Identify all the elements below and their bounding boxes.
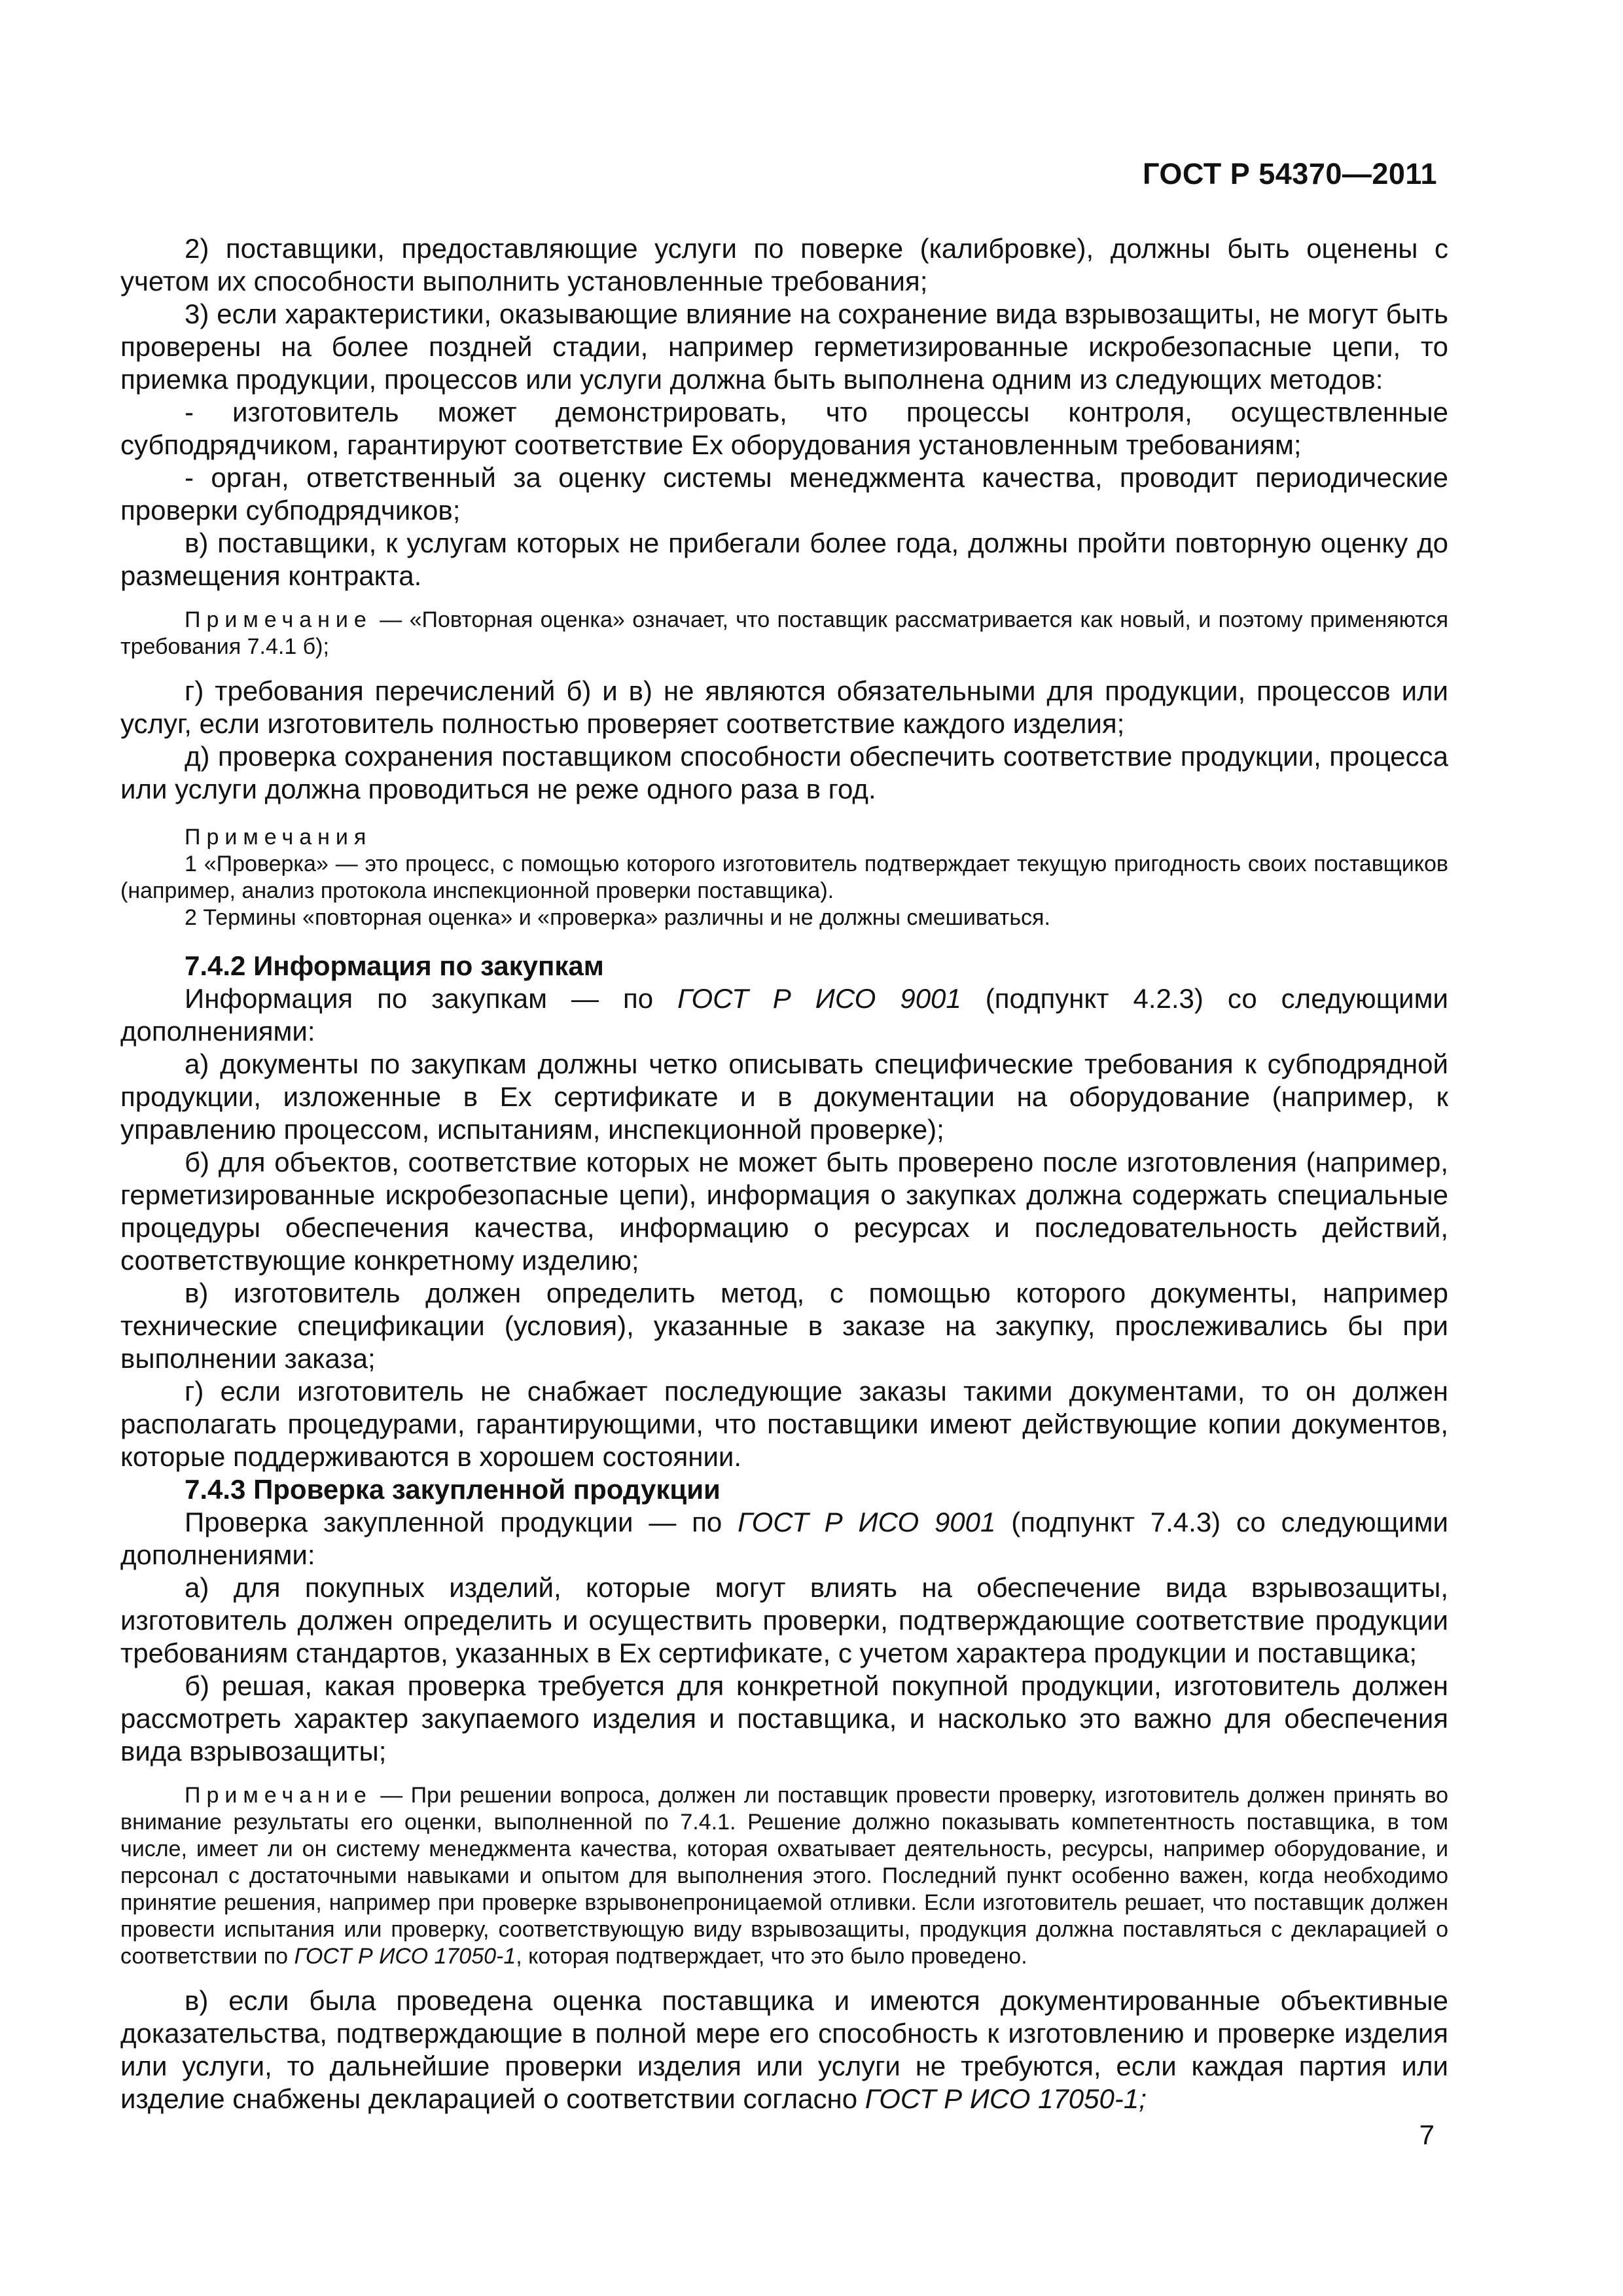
- paragraph-item-2: 2) поставщики, предоставляющие услуги по поверке (калибровке), должны быть оценены с учетом их способности выполнить установленные требования;: [120, 233, 1448, 296]
- note-text: — «Повторная оценка» означает, что поставщик рассматривается как новый, и поэтому применяются требования 7.4.1 б);: [120, 607, 1448, 659]
- paragraph-item-a2: а) для покупных изделий, которые могут влиять на обеспечение вида взрывозащиты, изготовитель должен определить и осуществить проверки, подтверждающие соответствие продукции требованиям стандартов, указанных в Ex сертификате, с учетом характера продукции и поставщика;: [120, 1572, 1448, 1668]
- paragraph-item-d: д) проверка сохранения поставщиком способности обеспечить соответствие продукции, процесса или услуги должна проводиться не реже одного раза в год.: [120, 741, 1448, 804]
- note-repeat-assessment: [120, 607, 1448, 660]
- standard-reference: ГОСТ Р ИСО 9001: [738, 1507, 996, 1537]
- paragraph-item-v3: [120, 1984, 1448, 2115]
- paragraph-item-b: б) для объектов, соответствие которых не может быть проверено после изготовления (например, герметизированные искробезопасные цепи), информация о закупках должна содержать специальные процедуры обеспечения качества, информацию о ресурсах и последовательность действий, соответствующие конкретному изделию;: [120, 1147, 1448, 1276]
- text-span: , которая подтверждает, что это было проведено.: [516, 1944, 1027, 1969]
- text-span: Проверка закупленной продукции — по: [185, 1507, 738, 1537]
- standard-reference: ГОСТ Р ИСО 17050-1;: [865, 2083, 1147, 2114]
- note-label: Примечание: [185, 1783, 372, 1808]
- paragraph-item-b2: б) решая, какая проверка требуется для конкретной покупной продукции, изготовитель должен рассмотреть характер закупаемого изделия и поставщика, и насколько это важно для обеспечения вида взрывозащиты;: [120, 1670, 1448, 1767]
- page-number: 7: [1419, 2119, 1435, 2150]
- paragraph-product-check: [120, 1506, 1448, 1571]
- page-body: [120, 232, 1448, 2115]
- document-code-header: ГОСТ Р 54370—2011: [1142, 157, 1437, 190]
- text-span: — При решении вопроса, должен ли поставщик провести проверку, изготовитель должен принять во внимание результаты его оценки, выполненной по 7.4.1. Решение должно показывать компетентность поставщика, в том числе, имеет ли он систему менеджмента качества, которая охватывает деятельность, ресурсы, например оборудование, и персонал с достаточными навыками и опытом для выполнения этого. Последний пункт особенно важен, когда необходимо принятие решения, например при проверке взрывонепроницаемой отливки. Если изготовитель решает, что поставщик должен провести испытания или проверку, соответствующую виду взрывозащиты, продукция должна поставляться с декларацией о соответствии по: [120, 1783, 1448, 1969]
- text-span: (подпункт 4.2.3) со следующими дополнениями:: [120, 983, 1448, 1047]
- note-2: 2 Термины «повторная оценка» и «проверка» различны и не должны смешиваться.: [185, 905, 1050, 930]
- standard-reference: ГОСТ Р ИСО 17050-1: [294, 1944, 516, 1969]
- notes-label: Примечания: [185, 825, 372, 850]
- paragraph-purchase-info: [120, 982, 1448, 1048]
- paragraph-item-g: г) требования перечислений б) и в) не являются обязательными для продукции, процессов или услуг, если изготовитель полностью проверяет соответствие каждого изделия;: [120, 675, 1448, 739]
- text-span: в) если была проведена оценка поставщика и имеются документированные объективные доказательства, подтверждающие в полной мере его способность к изготовлению и проверке изделия или услуги, то дальнейшие проверки изделия или услуги не требуются, если каждая партия или изделие снабжены декларацией о соответствии согласно: [120, 1985, 1448, 2114]
- paragraph-item-3: 3) если характеристики, оказывающие влияние на сохранение вида взрывозащиты, не могут быть проверены на более поздней стадии, например герметизированные искробезопасные цепи, то приемка продукции, процессов или услуги должна быть выполнена одним из следующих методов:: [120, 298, 1448, 395]
- paragraph-dash-2: - орган, ответственный за оценку системы менеджмента качества, проводит периодические проверки субподрядчиков;: [120, 462, 1448, 526]
- notes-heading: [120, 824, 1448, 851]
- paragraph-item-v2: в) изготовитель должен определить метод, с помощью которого документы, например технические спецификации (условия), указанные в заказе на закупку, прослеживались бы при выполнении заказа;: [120, 1278, 1448, 1374]
- text-span: (подпункт 7.4.3) со следующими дополнениями:: [120, 1507, 1448, 1570]
- paragraph-dash-1: - изготовитель может демонстрировать, что процессы контроля, осуществленные субподрядчиком, гарантируют соответствие Ex оборудования установленным требованиям;: [120, 397, 1448, 460]
- paragraph-item-a: а) документы по закупкам должны четко описывать специфические требования к субподрядной продукции, изложенные в Ex сертификате и в документации на оборудование (например, к управлению процессом, испытаниям, инспекционной проверке);: [120, 1049, 1448, 1145]
- note-supplier-check: [120, 1782, 1448, 1970]
- section-heading-7-4-2: 7.4.2 Информация по закупкам: [185, 950, 604, 981]
- note-1: 1 «Проверка» — это процесс, с помощью которого изготовитель подтверждает текущую пригодность своих поставщиков (например, анализ протокола инспекционной проверки поставщика).: [120, 852, 1448, 903]
- paragraph-item-g2: г) если изготовитель не снабжает последующие заказы такими документами, то он должен располагать процедурами, гарантирующими, что поставщики имеют действующие копии документов, которые поддерживаются в хорошем состоянии.: [120, 1376, 1448, 1472]
- text-span: Информация по закупкам — по: [185, 983, 678, 1014]
- section-heading-7-4-3: 7.4.3 Проверка закупленной продукции: [185, 1474, 721, 1505]
- standard-reference: ГОСТ Р ИСО 9001: [677, 983, 961, 1014]
- paragraph-item-v: в) поставщики, к услугам которых не прибегали более года, должны пройти повторную оценку до размещения контракта.: [120, 528, 1448, 591]
- note-label: Примечание: [185, 607, 372, 632]
